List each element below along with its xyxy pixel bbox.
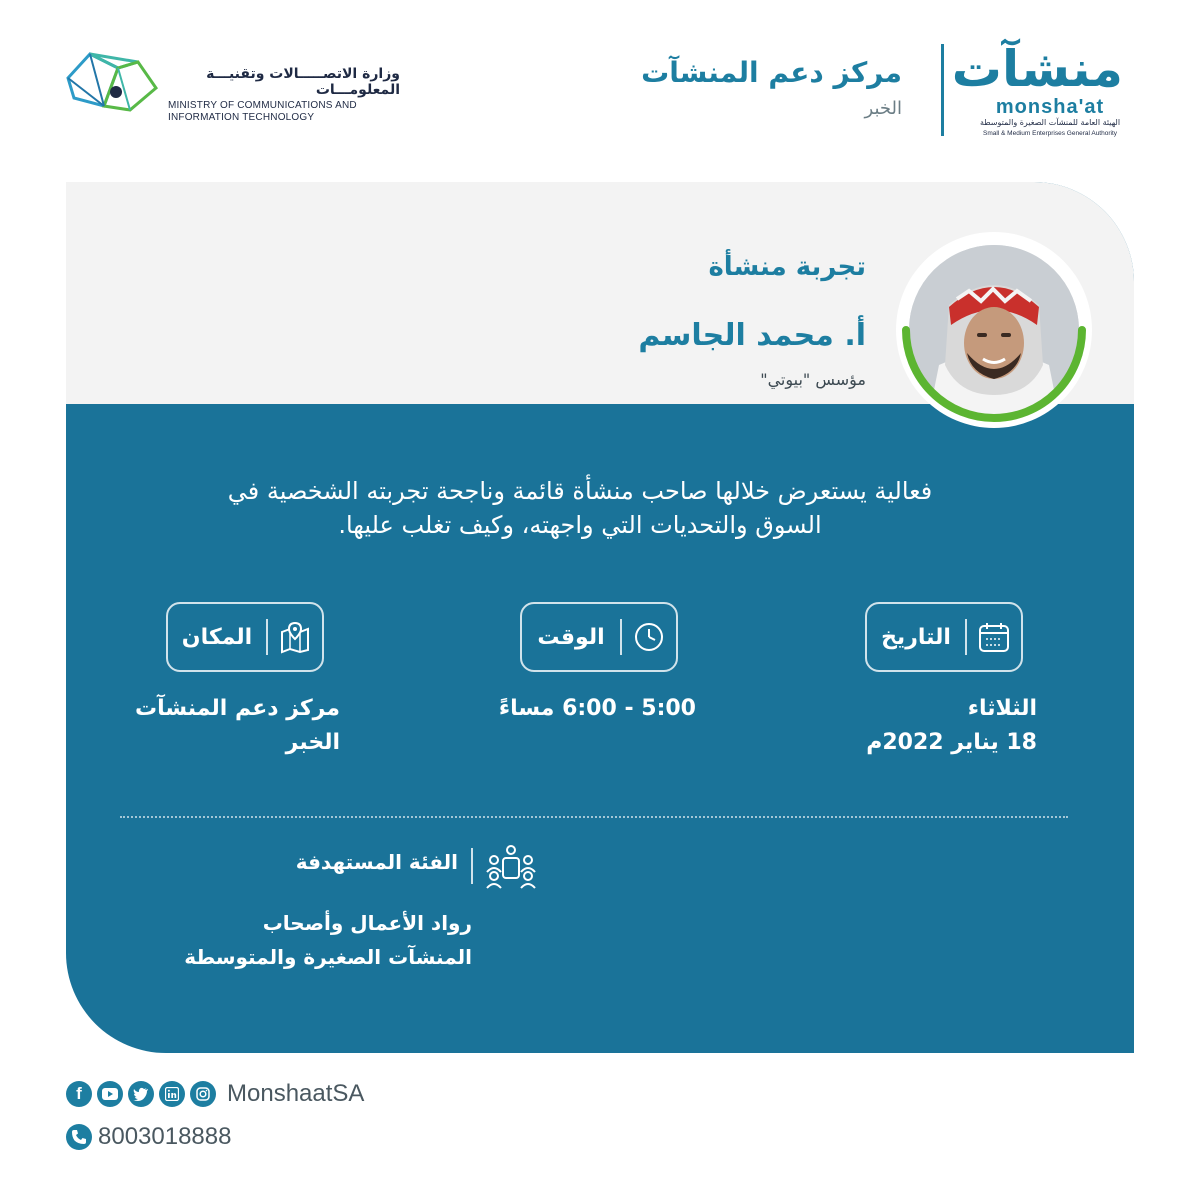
clock-icon: [622, 620, 676, 654]
ministry-name-ar: وزارة الاتصـــــالات وتقنيـــة المعلومـــات: [206, 66, 400, 98]
event-title: تجربة منشأة: [708, 252, 866, 282]
facebook-icon[interactable]: f: [66, 1081, 92, 1107]
youtube-icon[interactable]: [97, 1081, 123, 1107]
date-day: الثلاثاء: [967, 696, 1037, 721]
ministry-emblem-icon: [60, 48, 160, 120]
audience-label: الفئة المستهدفة: [295, 850, 458, 874]
linkedin-icon[interactable]: [159, 1081, 185, 1107]
social-handle[interactable]: MonshaatSA: [227, 1080, 365, 1107]
phone-number[interactable]: 8003018888: [98, 1123, 232, 1150]
place-name: مركز دعم المنشآت: [135, 696, 340, 721]
audience-separator: [471, 848, 473, 884]
audience-icon: [484, 844, 538, 890]
brand-name-ar: منشآت: [951, 40, 1123, 98]
section-divider: [120, 816, 1068, 818]
center-city: الخبر: [864, 98, 902, 119]
date-value: [737, 692, 1037, 760]
date-full: 18 يناير 2022م: [866, 730, 1037, 755]
map-pin-icon: [268, 620, 322, 654]
audience-line-1: رواد الأعمال وأصحاب: [262, 911, 472, 935]
speaker-name: أ. محمد الجاسم: [638, 318, 866, 353]
phone-contact: [66, 1122, 231, 1152]
brand-subtitle-en: Small & Medium Enterprises General Authority: [982, 130, 1118, 137]
twitter-icon[interactable]: [128, 1081, 154, 1107]
header-divider: [941, 44, 944, 136]
brand-subtitle-ar: الهيئة العامة للمنشآت الصغيرة والمتوسطة: [979, 118, 1121, 127]
audience-line-2: المنشآت الصغيرة والمتوسطة: [184, 945, 472, 969]
social-links: [66, 1080, 364, 1108]
avatar-accent-ring: [896, 232, 1092, 428]
center-title: مركز دعم المنشآت: [641, 56, 902, 89]
place-city: الخبر: [285, 730, 340, 755]
date-box: [865, 602, 1023, 672]
place-box: [166, 602, 324, 672]
audience-value: [100, 906, 472, 974]
ministry-name-en: MINISTRY OF COMMUNICATIONS AND INFORMATION TECHNOLOGY: [168, 100, 357, 123]
time-value: 5:00 - 6:00 مساءً: [498, 696, 696, 721]
instagram-icon[interactable]: [190, 1081, 216, 1107]
speaker-avatar: [896, 232, 1092, 428]
place-label: المكان: [181, 624, 253, 650]
calendar-icon: [967, 620, 1021, 654]
time-box: [520, 602, 678, 672]
phone-icon: [66, 1124, 92, 1150]
place-value: [40, 692, 340, 760]
date-label: التاريخ: [881, 624, 951, 650]
speaker-role: مؤسس "بيوتي": [760, 370, 866, 389]
ministry-logo: [60, 48, 400, 128]
time-label: الوقت: [537, 624, 605, 650]
brand-name-en: monsha'at: [995, 96, 1105, 118]
event-description: فعالية يستعرض خلالها صاحب منشأة قائمة وناجحة تجربته الشخصية في السوق والتحديات التي واجهته، وكيف تغلب عليها.: [227, 477, 933, 539]
